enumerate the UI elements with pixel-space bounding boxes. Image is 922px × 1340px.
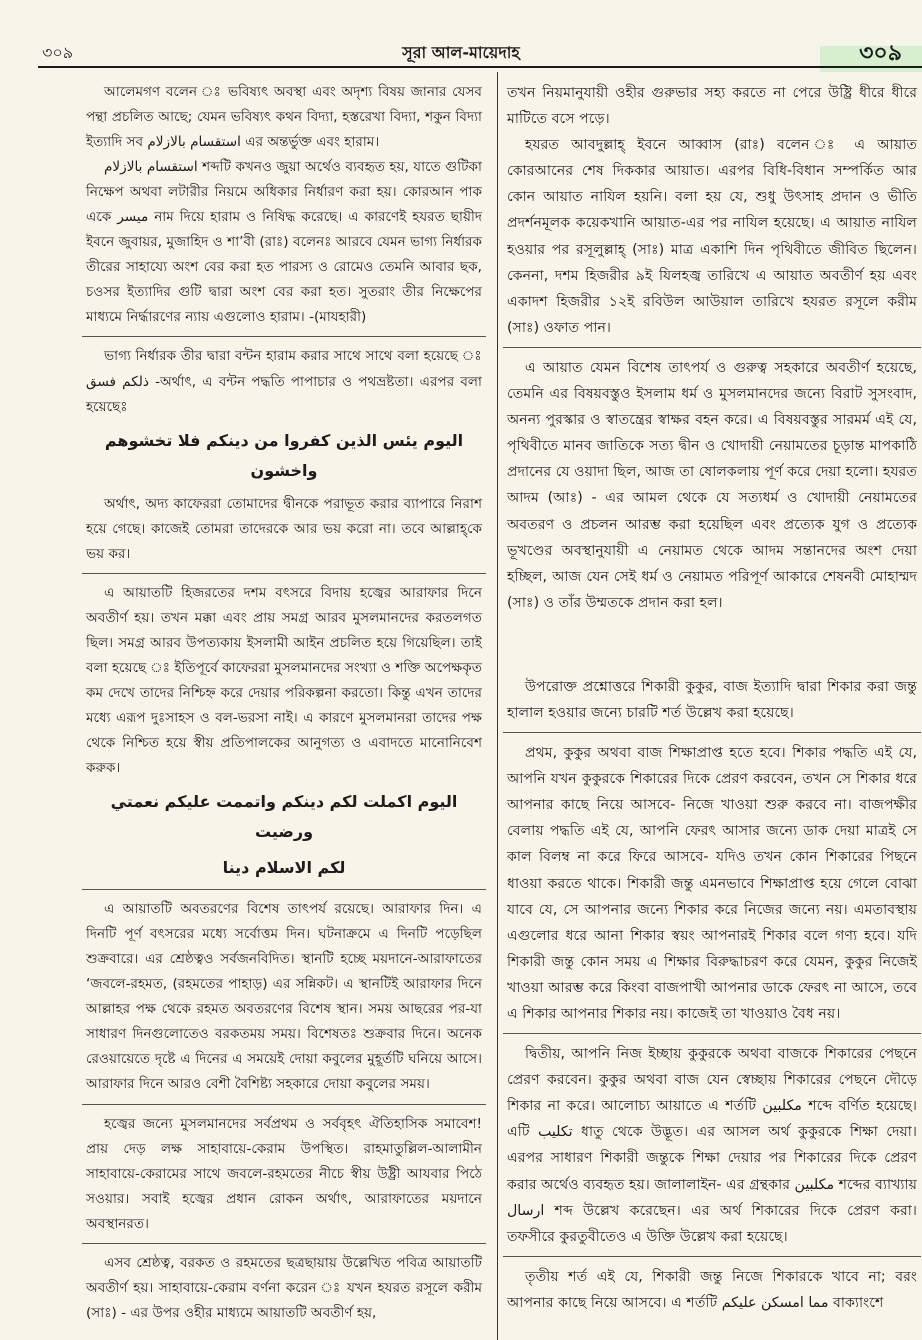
left-paragraph: ভাগ্য নির্ধারক তীর দ্বারা বন্টন হারাম করার সাথে সাথে বলা হয়েছে ঃ ذلكم فسق -অর্থাৎ, এ বন্টন পদ্ধতি পাপাচার ও পথভ্রষ্টতা। এরপর বলা হয়েছেঃ: [86, 348, 482, 415]
page-number-right: ৩০৯: [859, 41, 902, 66]
left-paragraph: হজ্বের জন্যে মুসলমানদের সর্বপ্রথম ও সর্ববৃহৎ ঐতিহাসিক সমাবেশ! প্রায় দেড় লক্ষ সাহাবায়ে-কেরাম উপস্থিত। রাহমাতুল্লিল-আলামীন সাহাবায়ে-কেরামের সাথে জবলে-রহমতের নীচে স্বীয় উষ্ট্রী আযবার পিঠে সওয়ার। সবাই হজ্বের প্রধান রোকন অর্থাৎ, আরাফাতের ময়দানে অবস্থানরত।: [86, 1115, 482, 1232]
left-paragraph: استقسام بالازلام শব্দটি কখনও জুয়া অর্থেও ব্যবহৃত হয়, যাতে গুটিকা নিক্ষেপ অথবা লটারীর নিয়মে অধিকার নির্ধারণ করা হয়। কোরআন পাক একে ميسر নাম দিয়ে হারাম ও নিষিদ্ধ করেছে। এ কারণেই হযরত ছায়ীদ ইবনে জুবায়র, মুজাহিদ ও শা’বী (রাঃ) বলেনঃ আরবে যেমন ভাগ্য নির্ধারক তীরের সাহায্যে অংশ বের করা হত পারস্য ও রোমেও তেমনি আবার ছক, চওসর ইত্যাদির গুটি দ্বারা অংশ বের করা হত। সুতরাং তীর নিক্ষেপের মাধ্যমে নির্দ্ধারণের ন্যায় এগুলোও হারাম। -(মাযহারী): [86, 159, 482, 326]
paragraph-separator: [82, 1104, 486, 1105]
right-column: [507, 80, 917, 1316]
blank-space: [507, 616, 917, 674]
paragraph-separator: [82, 336, 486, 337]
left-paragraph: এসব শ্রেষ্ঠত্ব, বরকত ও রহমতের ছত্রছায়ায় উল্লেখিত পবিত্র আয়াতটি অবতীর্ণ হয়। সাহাবায়ে-কেরাম বর্ণনা করেন ঃ যখন হযরত রসূলে করীম (সাঃ) - এর উপর ওহীর মাধ্যমে আয়াতটি অবতীর্ণ হয়,: [86, 1254, 482, 1321]
left-paragraph: আলেমগণ বলেন ঃ ভবিষ্যৎ অবস্থা এবং অদৃশ্য বিষয় জানার যেসব পন্থা প্রচলিত আছে; যেমন ভবিষ্যৎ কথন বিদ্যা, হস্তরেখা বিদ্যা, শকুন বিদ্যা ইত্যাদি সব استقسام بالازلام এর অন্তর্ভুক্ত এবং হারাম।: [86, 84, 482, 151]
paragraph-separator: [503, 1033, 921, 1034]
header-rule: [38, 66, 922, 68]
right-paragraph: হযরত আবদুল্লাহ্‌ ইবনে আব্বাস (রাঃ) বলেন ঃ এ আয়াত কোরআনের শেষ দিককার আয়াত। এরপর বিধি-বিধান সম্পর্কিত আর কোন আয়াত নাযিল হয়নি। বলা হয় যে, শুধু উৎসাহ প্রদান ও ভীতি প্রদর্শনমূলক কয়েকখানি আয়াত-এর পর নাযিল হয়েছে। এ আয়াত নাযিল হওয়ার পর রসূলুল্লাহ্‌ (সাঃ) মাত্র একাশি দিন পৃথিবীতে জীবিত ছিলেন। কেননা, দশম হিজরীর ৯ই যিলহজ্ব তারিখে এ আয়াত অবতীর্ণ হয় এবং একাদশ হিজরীর ১২ই রবিউল আউয়াল তারিখে হযরত রসূলে করীম (সাঃ) ওফাত পান।: [507, 137, 917, 336]
arabic-verse: لكم الاسلام دينا: [222, 858, 346, 878]
right-paragraph: উপরোক্ত প্রশ্নোত্তরে শিকারী কুকুর, বাজ ইত্যাদি দ্বারা শিকার করা জন্তু হালাল হওয়ার জন্যে চারটি শর্ত উল্লেখ করা হয়েছে।: [507, 678, 917, 721]
surah-title: সূরা আল-মায়েদাহ: [402, 43, 520, 62]
paragraph-separator: [503, 1256, 921, 1257]
page-header: [0, 0, 922, 66]
paragraph-separator: [82, 1243, 486, 1244]
left-paragraph: এ আয়াতটি অবতরণের বিশেষ তাৎপর্য রয়েছে। আরাফার দিন। এ দিনটি পূর্ণ বৎসরের মধ্যে সর্বোত্তম দিন। ঘটনাক্রমে এ দিনটি পড়েছিল শুক্রবারে। এর শ্রেষ্ঠত্বও সর্বজনবিদিত। স্থানটি হচ্ছে ময়দানে-আরাফাতের ‘জবলে-রহমত, (রহমতের পাহাড়) এর সন্নিকট। এ স্থানটিই আরাফার দিনে আল্লাহর পক্ষ থেকে রহমত অবতরণের বিশেষ স্থান। সময় আছরের পর-যা সাধারণ দিনগুলোতেও বরকতময় সময়। বিশেষতঃ শুক্রবার দিনে। অনেক রেওয়ায়েতে দৃষ্টে এ দিনের এ সময়েই দোয়া কবুলের মুহূর্তটি ঘনিয়ে আসে। আরাফার দিনে আরও বেশী বৈশিষ্ট্য সহকারে দোয়া কবুলের সময়।: [86, 901, 482, 1093]
column-divider: [497, 72, 498, 1340]
left-paragraph: এ আয়াতটি হিজরতের দশম বৎসরে বিদায় হজ্বের আরাফার দিনে অবতীর্ণ হয়। তখন মক্কা এবং প্রায় সমগ্র আরব মুসলমানদের করতলগত ছিল। সমগ্র আরব উপত্যকায় ইসলামী আইন প্রচলিত হয়ে গিয়েছিল। তাই বলা হয়েছে ঃ ইতিপূর্বে কাফেররা মুসলমানদের সংখ্যা ও শক্তি অপেক্ষকৃত কম দেখে তাদের নিশ্চিহ্ন করে দেয়ার পরিকল্পনা করতো। কিন্তু এখন তাদের মধ্যে এরূপ দুঃসাহস ও বল-ভরসা নাই। এ কারণে মুসলমানরা তাদের পক্ষ থেকে নিশ্চিত হয়ে স্বীয় প্রতিপালকের আনুগত্য ও এবাদতে মানোনিবেশ করুক।: [86, 584, 482, 777]
right-paragraph: তখন নিয়মানুযায়ী ওহীর গুরুভার সহ্য করতে না পেরে উষ্ট্রি ধীরে ধীরে মাটিতে বসে পড়ে।: [507, 85, 917, 128]
paragraph-separator: [82, 889, 486, 890]
left-paragraph: অর্থাৎ, অদ্য কাফেররা তোমাদের দ্বীনকে পরাভূত করার ব্যাপারে নিরাশ হয়ে গেছে। কাজেই তোমরা তাদেরকে আর ভয় করো না। তবে আল্লাহ্‌কে ভয় কর।: [86, 495, 482, 562]
right-paragraph: দ্বিতীয়, আপনি নিজ ইচ্ছায় কুকুরকে অথবা বাজকে শিকারের পেছনে প্রেরণ করবেন। কুকুর অথবা বাজ যেন স্বেচ্ছায় শিকারের পেছনে দৌড়ে শিকার না করে। আলোচ্য আয়াতে এ শর্তটি مكلبين শব্দে বর্ণিত হয়েছে। এটি تكليب ধাতু থেকে উদ্ভূত। এর আসল অর্থ কুকুরকে শিক্ষা দেয়া। এরপর সাধারণ শিকারী জন্তুকে শিক্ষা দেয়ার পর শিকারের দিকে প্রেরণ করার অর্থেও ব্যবহৃত হয়। জালালাইন- এর গ্রন্থকার مكلبين শব্দের ব্যাখ্যায় ارسال শব্দ উল্লেখ করেছেন। এর অর্থ শিকারের দিকে প্রেরণ করা। তফসীরে কুরতুবীতেও এ উক্তি উল্লেখ করা হয়েছে।: [507, 1046, 917, 1245]
right-paragraph: এ আয়াত যেমন বিশেষ তাৎপর্য ও গুরুত্ব সহকারে অবতীর্ণ হয়েছে, তেমনি এর বিষয়বস্তুও ইসলাম ধর্ম ও মুসলমানদের জন্যে বিরাট সুসংবাদ, অনন্য পুরস্কার ও স্বাতন্ত্রের স্বাক্ষর বহন করে। এ বিষয়বস্তুর সারমর্ম এই যে, পৃথিবীতে মানব জাতিকে সত্য দ্বীন ও খোদায়ী নেয়ামতের চূড়ান্ত মাপকাঠি প্রদানের যে ওয়াদা ছিল, আজ তা ষোলকলায় পূর্ণ করে দেয়া হলো। হযরত আদম (আঃ) - এর আমল থেকে যে সত্যধর্ম ও খোদায়ী নেয়ামতের অবতরণ ও প্রচলন আরম্ভ করা হয়েছিল এবং প্রত্যেক যুগ ও প্রত্যেক ভূখণ্ডের অবস্থানুযায়ী এ নেয়ামত থেকে আদম সন্তানদের অংশ দেয়া হচ্ছিল, আজ যেন সেই ধর্ম ও নেয়ামত পরিপূর্ণ আকারে শেষনবী মোহাম্মদ (সাঃ) ও তাঁর উম্মতকে প্রদান করা হল।: [507, 359, 917, 611]
paragraph-separator: [82, 573, 486, 574]
page-number-left: ৩০৯: [42, 43, 74, 62]
paragraph-separator: [503, 732, 921, 733]
right-paragraph: প্রথম, কুকুর অথবা বাজ শিক্ষাপ্রাপ্ত হতে হবে। শিকার পদ্ধতি এই যে, আপনি যখন কুকুরকে শিকারের দিকে প্রেরণ করবেন, তখন সে শিকার ধরে আপনার কাছে নিয়ে আসবে- নিজে খাওয়া শুরু করবে না। বাজপক্ষীর বেলায় পদ্ধতি এই যে, আপনি ফেরৎ আসার জন্যে ডাক দেয়া মাত্রই সে কাল বিলম্ব না করে ফিরে আসবে- যদিও তখন কোন শিকারের পিছনে ধাওয়া করতে থাকে। শিকারী জন্তু এমনভাবে শিক্ষাপ্রাপ্ত হয়ে গেলে বোঝা যাবে যে, সে আপনার জন্যে শিকার করে নিজের জন্যে নয়। এমতাবস্থায় এগুলোর ধরে আনা শিকার স্বয়ং আপনারই শিকার বলে গণ্য হবে। যদি শিকারী জন্তু কোন সময় এ শিক্ষার বিরুদ্ধাচরণ করে যেমন, কুকুর নিজেই খাওয়া আরম্ভ করে কিংবা বাজপাখী আপনার ডাকে ফেরৎ না আসে, তবে এ শিকার আপনার শিকার নয়। কাজেই তা খাওয়াও বৈধ নয়।: [507, 745, 917, 1022]
paragraph-separator: [503, 347, 921, 348]
arabic-verse: اليوم يئس الذين كفروا من دينكم فلا تخشوهم واخشون: [104, 430, 464, 480]
left-column: [86, 80, 482, 1326]
arabic-verse: اليوم اكملت لكم دينكم واتممت عليكم نعمتي ورضيت: [110, 792, 458, 842]
right-paragraph: তৃতীয় শর্ত এই যে, শিকারী জন্তু নিজে শিকারকে খাবে না; বরং আপনার কাছে নিয়ে আসবে। এ শর্তটি مما امسكن عليكم বাক্যাংশে: [507, 1268, 917, 1311]
